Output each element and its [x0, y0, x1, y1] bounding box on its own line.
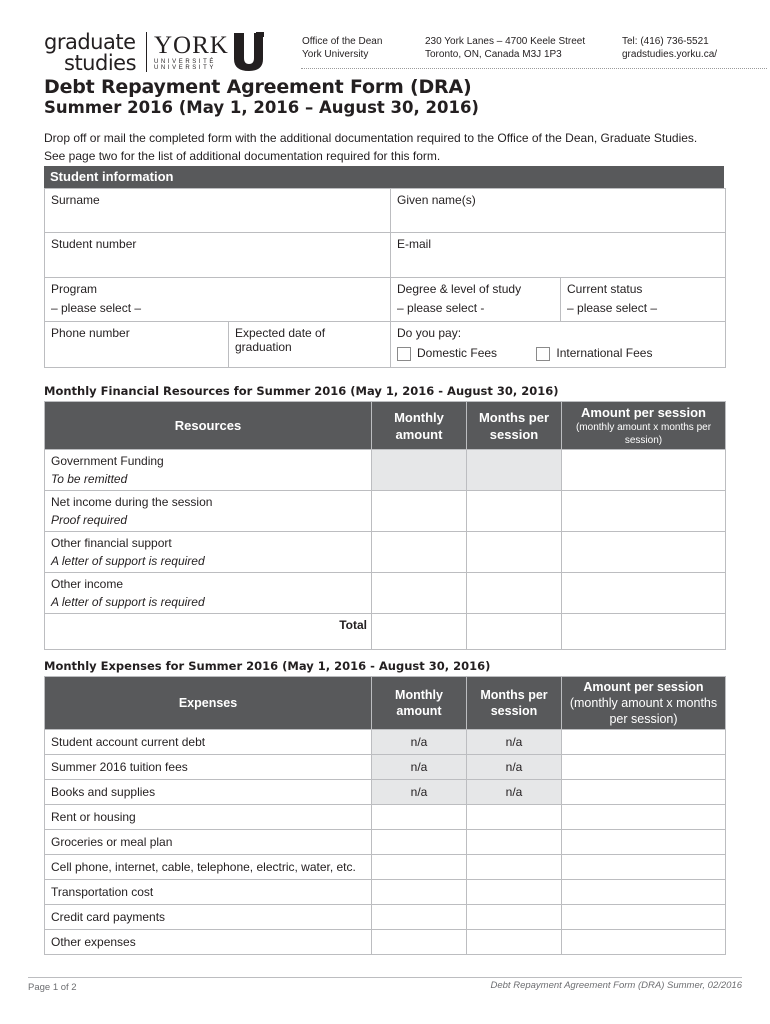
- months-input[interactable]: [467, 880, 562, 905]
- york-logo-university: UNIVERSITY: [154, 65, 217, 71]
- monthly-amount-input[interactable]: [372, 855, 467, 880]
- amount-input[interactable]: [562, 450, 726, 491]
- col-months-per-session: Months per session: [467, 402, 562, 450]
- expense-label: Transportation cost: [45, 880, 372, 905]
- total-amount-input[interactable]: [562, 614, 726, 650]
- york-logo-text: YORK: [154, 32, 229, 59]
- monthly-na: n/a: [372, 755, 467, 780]
- expense-label: Other expenses: [45, 930, 372, 955]
- months-input[interactable]: [467, 532, 562, 573]
- amount-input[interactable]: [562, 805, 726, 830]
- student-info-heading: Student information: [44, 166, 724, 188]
- table-row: [45, 573, 726, 614]
- do-you-pay-label: Do you pay:: [397, 326, 462, 340]
- resources-heading: Monthly Financial Resources for Summer 2016 (May 1, 2016 - August 30, 2016): [44, 384, 559, 398]
- resource-label-cell: [45, 532, 372, 573]
- international-fees-label: International Fees: [556, 346, 653, 360]
- address-info: [425, 35, 585, 61]
- program-label: Program: [51, 282, 98, 296]
- resource-label-cell: [45, 491, 372, 532]
- grad-date-label: Expected date of graduation: [235, 326, 326, 354]
- resource-label: Net income during the session: [51, 495, 213, 509]
- york-logo-universite: UNIVERSITÉ: [154, 59, 217, 65]
- surname-field[interactable]: [45, 189, 391, 233]
- total-label: Total: [45, 614, 372, 650]
- amount-input[interactable]: [562, 491, 726, 532]
- table-row: [45, 830, 726, 855]
- col-resources: Resources: [45, 402, 372, 450]
- amount-input[interactable]: [562, 755, 726, 780]
- degree-select[interactable]: – please select -: [397, 301, 485, 315]
- email-label: E-mail: [397, 237, 432, 251]
- form-title: Debt Repayment Agreement Form (DRA): [44, 76, 472, 98]
- surname-label: Surname: [51, 193, 100, 207]
- logo-divider: [146, 32, 147, 72]
- months-cell: [467, 450, 562, 491]
- col-expenses: Expenses: [45, 677, 372, 730]
- york-u-logo-icon: [232, 32, 264, 72]
- table-row: [45, 930, 726, 955]
- col-amount-note: (monthly amount x months per session): [569, 696, 718, 726]
- months-input[interactable]: [467, 573, 562, 614]
- monthly-amount-input[interactable]: [372, 930, 467, 955]
- address-line-1: 230 York Lanes – 4700 Keele Street: [425, 36, 586, 47]
- monthly-amount-input[interactable]: [372, 830, 467, 855]
- intro-line-2: See page two for the list of additional documentation required for this form.: [44, 149, 441, 163]
- table-row: [45, 755, 726, 780]
- table-row: [45, 805, 726, 830]
- col-amount-per-session: [562, 677, 726, 730]
- expense-label: Cell phone, internet, cable, telephone, electric, water, etc.: [45, 855, 372, 880]
- total-months-input[interactable]: [467, 614, 562, 650]
- resources-table: [44, 401, 726, 650]
- page-number: Page 1 of 2: [28, 982, 77, 993]
- contact-info: [622, 35, 717, 61]
- monthly-amount-input[interactable]: [372, 905, 467, 930]
- expenses-heading: Monthly Expenses for Summer 2016 (May 1, 2016 - August 30, 2016): [44, 659, 491, 673]
- status-select[interactable]: – please select –: [567, 301, 658, 315]
- given-names-field[interactable]: [391, 189, 726, 233]
- amount-input[interactable]: [562, 905, 726, 930]
- months-na: n/a: [467, 755, 562, 780]
- resource-label: Government Funding: [51, 454, 164, 468]
- col-amount-label: Amount per session: [581, 405, 706, 420]
- amount-input[interactable]: [562, 855, 726, 880]
- amount-input[interactable]: [562, 780, 726, 805]
- footer-rule: [28, 977, 742, 978]
- monthly-amount-cell: [372, 450, 467, 491]
- given-names-label: Given name(s): [397, 193, 476, 207]
- table-row: [45, 730, 726, 755]
- months-na: n/a: [467, 780, 562, 805]
- fees-options: [397, 346, 719, 361]
- monthly-amount-input[interactable]: [372, 573, 467, 614]
- page-header: [44, 30, 724, 74]
- months-input[interactable]: [467, 855, 562, 880]
- monthly-amount-input[interactable]: [372, 880, 467, 905]
- expenses-table: [44, 676, 726, 955]
- months-input[interactable]: [467, 905, 562, 930]
- resource-label: Other income: [51, 577, 124, 591]
- status-field: [561, 278, 726, 322]
- col-monthly-amount: Monthly amount: [372, 402, 467, 450]
- domestic-fees-checkbox[interactable]: [397, 347, 411, 361]
- amount-input[interactable]: [562, 532, 726, 573]
- logo-line-studies: studies: [64, 51, 137, 75]
- table-row: [45, 880, 726, 905]
- table-row: [45, 450, 726, 491]
- total-row: [45, 614, 726, 650]
- col-amount-note: (monthly amount x months per session): [575, 422, 712, 446]
- months-input[interactable]: [467, 830, 562, 855]
- expense-label: Rent or housing: [45, 805, 372, 830]
- email-field[interactable]: [391, 233, 726, 278]
- grad-date-field[interactable]: [229, 322, 391, 368]
- table-row: [45, 855, 726, 880]
- program-field: [45, 278, 391, 322]
- amount-input[interactable]: [562, 930, 726, 955]
- graduate-studies-logo: [44, 32, 136, 74]
- degree-label: Degree & level of study: [397, 282, 522, 296]
- degree-field: [391, 278, 561, 322]
- col-amount-per-session: [562, 402, 726, 450]
- phone-label: Phone number: [51, 326, 130, 340]
- address-line-2: Toronto, ON, Canada M3J 1P3: [425, 49, 562, 60]
- resource-note: A letter of support is required: [51, 554, 205, 568]
- intro-text: [44, 129, 734, 165]
- col-monthly-amount: Monthly amount: [372, 677, 467, 730]
- student-number-field[interactable]: [45, 233, 391, 278]
- monthly-amount-input[interactable]: [372, 491, 467, 532]
- form-subtitle: Summer 2016 (May 1, 2016 – August 30, 2016): [44, 98, 479, 117]
- expense-label: Summer 2016 tuition fees: [45, 755, 372, 780]
- resource-note: To be remitted: [51, 472, 128, 486]
- fees-field: [391, 322, 726, 368]
- phone-field[interactable]: [45, 322, 229, 368]
- col-months-per-session: Months per session: [467, 677, 562, 730]
- student-number-label: Student number: [51, 237, 137, 251]
- york-logo-subtext: [154, 59, 216, 71]
- table-row: [45, 905, 726, 930]
- international-fees-checkbox[interactable]: [536, 347, 550, 361]
- amount-input[interactable]: [562, 730, 726, 755]
- expense-label: Credit card payments: [45, 905, 372, 930]
- domestic-fees-label: Domestic Fees: [417, 346, 498, 360]
- months-input[interactable]: [467, 930, 562, 955]
- student-info-table: [44, 188, 726, 368]
- amount-input[interactable]: [562, 830, 726, 855]
- header-rule: [301, 68, 767, 69]
- resource-label-cell: [45, 573, 372, 614]
- months-input[interactable]: [467, 805, 562, 830]
- expense-label: Groceries or meal plan: [45, 830, 372, 855]
- total-monthly-input[interactable]: [372, 614, 467, 650]
- intro-line-1: Drop off or mail the completed form with the additional documentation required to the Office of the Dean, Graduate Studies.: [44, 131, 698, 145]
- program-select[interactable]: – please select –: [51, 301, 142, 315]
- resource-note: A letter of support is required: [51, 595, 205, 609]
- office-line-2: York University: [302, 49, 369, 60]
- expense-label: Student account current debt: [45, 730, 372, 755]
- status-label: Current status: [567, 282, 643, 296]
- resource-label: Other financial support: [51, 536, 172, 550]
- table-row: [45, 491, 726, 532]
- monthly-na: n/a: [372, 780, 467, 805]
- monthly-amount-input[interactable]: [372, 805, 467, 830]
- col-amount-label: Amount per session: [583, 680, 704, 694]
- expense-label: Books and supplies: [45, 780, 372, 805]
- table-row: [45, 780, 726, 805]
- resource-note: Proof required: [51, 513, 128, 527]
- office-info: [302, 35, 382, 61]
- website-link[interactable]: gradstudies.yorku.ca/: [622, 49, 718, 60]
- amount-input[interactable]: [562, 880, 726, 905]
- amount-input[interactable]: [562, 573, 726, 614]
- months-input[interactable]: [467, 491, 562, 532]
- monthly-amount-input[interactable]: [372, 532, 467, 573]
- office-line-1: Office of the Dean: [302, 36, 383, 47]
- months-na: n/a: [467, 730, 562, 755]
- telephone: Tel: (416) 736-5521: [622, 36, 709, 47]
- resource-label-cell: [45, 450, 372, 491]
- monthly-na: n/a: [372, 730, 467, 755]
- logo-line-graduate: graduate: [44, 30, 136, 54]
- footer-form-name: Debt Repayment Agreement Form (DRA) Summer, 02/2016: [490, 980, 742, 991]
- table-row: [45, 532, 726, 573]
